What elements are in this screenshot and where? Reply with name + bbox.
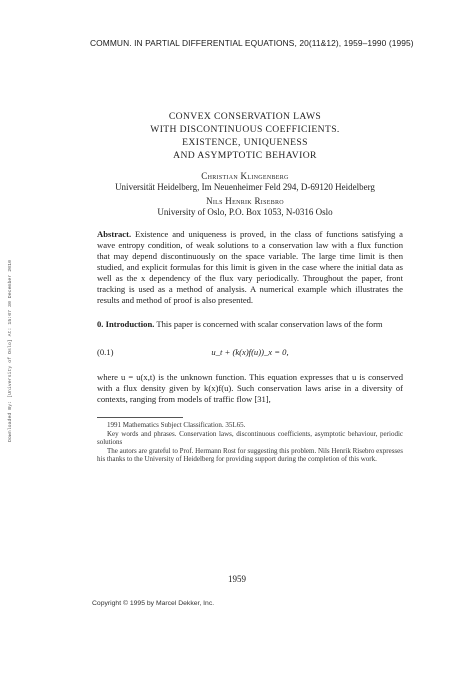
abstract [97,229,403,306]
equation-0-1 [97,347,403,361]
title-line-1: CONVEX CONSERVATION LAWS [168,111,322,122]
footnote-acknowledgement: The autors are grateful to Prof. Hermann Rost for suggesting this problem. Nils Henrik Risebro expresses his thanks to the University of Heidelberg for providing support during the completion of this work. [97,446,403,464]
intro-text: This paper is concerned with scalar conservation laws of the form [156,319,383,329]
introduction-paragraph [97,319,403,330]
footnote-keywords: Key words and phrases. Conservation laws, discontinuous coefficients, asymptotic behaviour, periodic solutions [97,429,403,447]
intro-continuation: where u = u(x,t) is the unknown function. This equation expresses that u is conserved with a flux density given by k(x)f(u). Such conservation laws arise in a diversity of contexts, ranging from models of traffic flow [31], [97,372,403,404]
footnote-rule [97,417,183,418]
author-affiliation: University of Oslo, P.O. Box 1053, N-0316 Oslo [157,207,333,217]
equation-body: u_t + (k(x)f(u))_x = 0, [211,347,289,357]
author-block-2 [100,196,390,218]
author-name: Nils Henrik Risebro [206,196,284,206]
title-line-3: EXISTENCE, UNIQUENESS [182,137,308,148]
title-line-4: AND ASYMPTOTIC BEHAVIOR [173,150,317,161]
journal-header: COMMUN. IN PARTIAL DIFFERENTIAL EQUATIONS, 20(11&12), 1959–1990 (1995) [90,38,414,48]
author-name: Christian Klingenberg [201,171,289,181]
footnote-msc: 1991 Mathematics Subject Classification. 35L65. [107,421,246,429]
author-block-1 [100,171,390,193]
equation-number: (0.1) [97,347,114,357]
copyright-notice: Copyright © 1995 by Marcel Dekker, Inc. [92,600,215,607]
author-affiliation: Universität Heidelberg, Im Neuenheimer Feld 294, D-69120 Heidelberg [115,182,375,192]
title-line-2: WITH DISCONTINUOUS COEFFICIENTS. [150,124,340,135]
download-stamp-text: Downloaded By: [University of Oslo] At: 15:07 30 December 2010 [8,260,13,442]
section-heading: 0. Introduction. [97,319,155,329]
paper-title [100,110,390,162]
download-stamp [8,262,18,442]
footnotes [97,421,403,464]
abstract-text: Existence and uniqueness is proved, in the class of functions satisfying a wave entropy condition, of weak solutions to a conservation law with a flux function that may depend discontinuously on the space variable. The large time limit is then studied, and explicit formulas for this limit is given in the case where the initial data as well as the x dependency of the flux vary periodically. Throughout the paper, front tracking is used as a method of analysis. A numerical example which illustrates the results and method of proof is also presented. [97,229,403,305]
page-number: 1959 [228,574,246,584]
abstract-label: Abstract. [97,229,132,239]
